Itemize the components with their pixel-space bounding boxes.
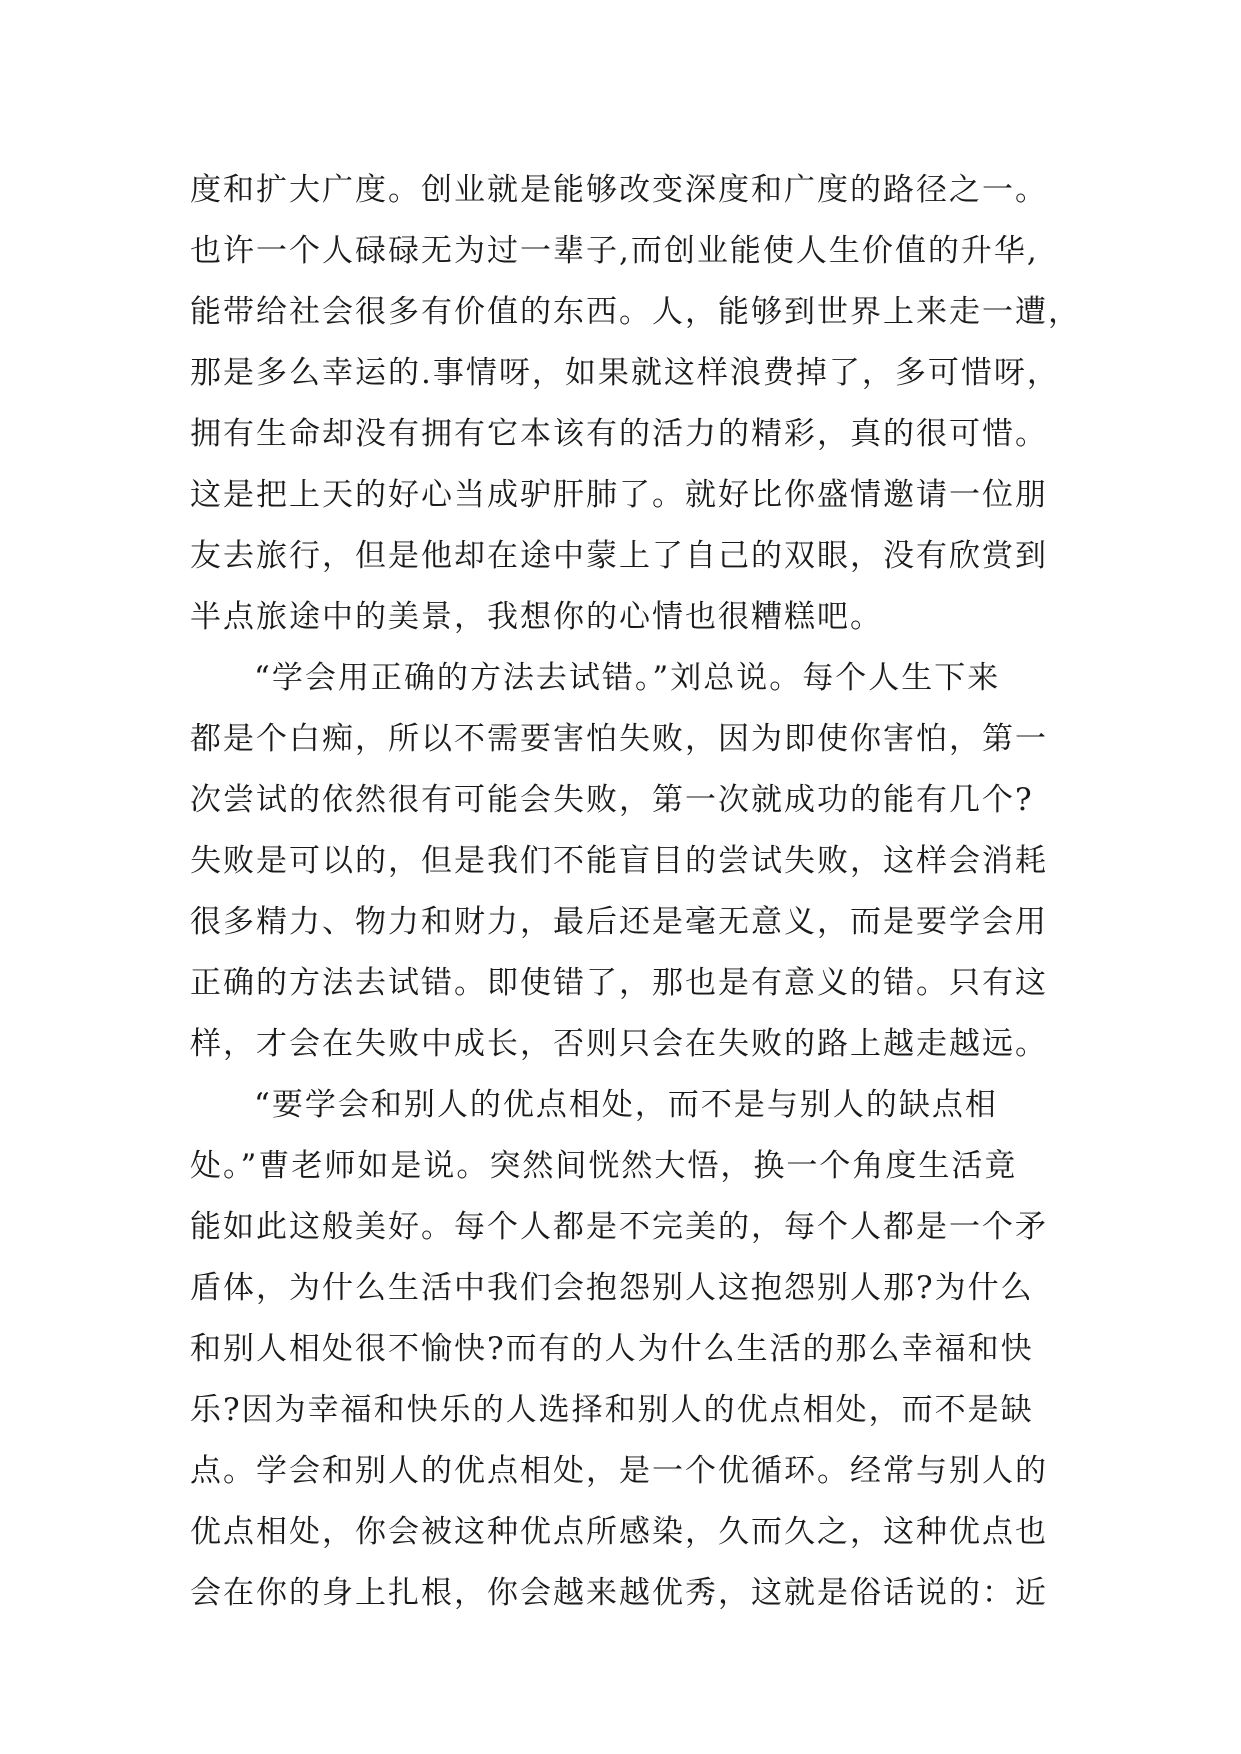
text-line: 能带给社会很多有价值的东西。人，能够到世界上来走一遭， [190, 294, 1081, 330]
text-line: 会在你的身上扎根，你会越来越优秀，这就是俗话说的：近 [190, 1575, 1048, 1611]
paragraph-start-line: “要学会和别人的优点相处，而不是与别人的缺点相 [254, 1087, 998, 1123]
text-line: 处。”曹老师如是说。突然间恍然大悟，换一个角度生活竟 [190, 1148, 1018, 1184]
text-line: 友去旅行，但是他却在途中蒙上了自己的双眼，没有欣赏到 [190, 538, 1048, 574]
text-line: 能如此这般美好。每个人都是不完美的，每个人都是一个矛 [190, 1209, 1048, 1245]
text-line: 这是把上天的好心当成驴肝肺了。就好比你盛情邀请一位朋 [190, 477, 1048, 513]
text-line: 那是多么幸运的.事情呀，如果就这样浪费掉了，多可惜呀， [190, 355, 1060, 391]
body-text [190, 160, 1081, 1624]
text-line: 都是个白痴，所以不需要害怕失败，因为即使你害怕，第一 [190, 721, 1048, 757]
text-line: 次尝试的依然很有可能会失败，第一次就成功的能有几个? [190, 782, 1034, 818]
text-line: 拥有生命却没有拥有它本该有的活力的精彩，真的很可惜。 [190, 416, 1048, 452]
text-line: 失败是可以的，但是我们不能盲目的尝试失败，这样会消耗 [190, 843, 1048, 879]
text-line: 优点相处，你会被这种优点所感染，久而久之，这种优点也 [190, 1514, 1048, 1550]
paragraph-start-line: “学会用正确的方法去试错。”刘总说。每个人生下来 [254, 660, 1001, 696]
text-line: 样，才会在失败中成长，否则只会在失败的路上越走越远。 [190, 1026, 1048, 1062]
text-line: 盾体，为什么生活中我们会抱怨别人这抱怨别人那?为什么 [190, 1270, 1034, 1306]
text-line: 半点旅途中的美景，我想你的心情也很糟糕吧。 [190, 599, 883, 635]
text-line: 乐?因为幸福和快乐的人选择和别人的优点相处，而不是缺 [190, 1392, 1034, 1428]
text-line: 度和扩大广度。创业就是能够改变深度和广度的路径之一。 [190, 172, 1048, 208]
text-line: 和别人相处很不愉快?而有的人为什么生活的那么幸福和快 [190, 1331, 1034, 1367]
text-line: 正确的方法去试错。即使错了，那也是有意义的错。只有这 [190, 965, 1048, 1001]
text-line: 点。学会和别人的优点相处，是一个优循环。经常与别人的 [190, 1453, 1048, 1489]
text-line: 很多精力、物力和财力，最后还是毫无意义，而是要学会用 [190, 904, 1048, 940]
text-line: 也许一个人碌碌无为过一辈子,而创业能使人生价值的升华, [190, 233, 1039, 269]
